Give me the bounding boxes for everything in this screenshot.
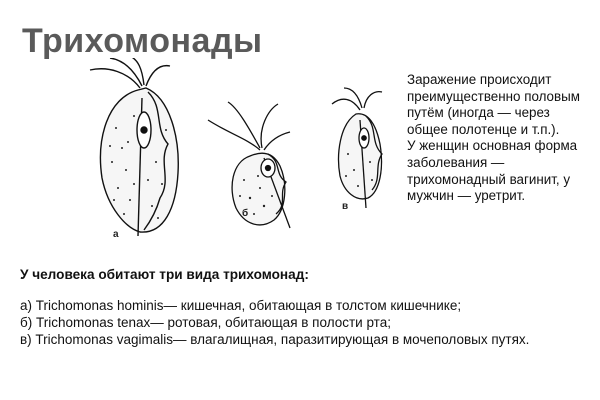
disease-paragraph: У женщин основная форма заболевания — трихомонадный вагинит, у мужчин — уретрит.: [407, 138, 578, 204]
trichomonad-figure-b: [208, 102, 290, 228]
transmission-paragraph: Заражение происходит преимущественно половым путём (иногда — через общее полотенце и т.п.).: [407, 72, 580, 137]
trichomonad-figure-a: [90, 58, 178, 236]
species-item-vaginalis: в) Trichomonas vagimalis— влагалищная, паразитирующая в мочеполовых путях.: [20, 332, 530, 347]
species-heading: У человека обитают три вида трихомонад:: [20, 267, 309, 282]
species-item-tenax: б) Trichomonas tenax— ротовая, обитающая в полости рта;: [20, 315, 391, 330]
figure-a-label: а: [113, 229, 119, 240]
species-item-hominis: а) Trichomonas hominis— кишечная, обитающая в толстом кишечнике;: [20, 298, 462, 313]
trichomonad-illustration: [68, 58, 398, 258]
slide-title: Трихомонады: [22, 22, 263, 60]
figure-b-label: б: [242, 208, 249, 219]
transmission-info: [407, 72, 592, 205]
figure-c-label: в: [342, 201, 349, 212]
species-list: [20, 297, 580, 348]
trichomonad-figure-c: [332, 88, 382, 208]
